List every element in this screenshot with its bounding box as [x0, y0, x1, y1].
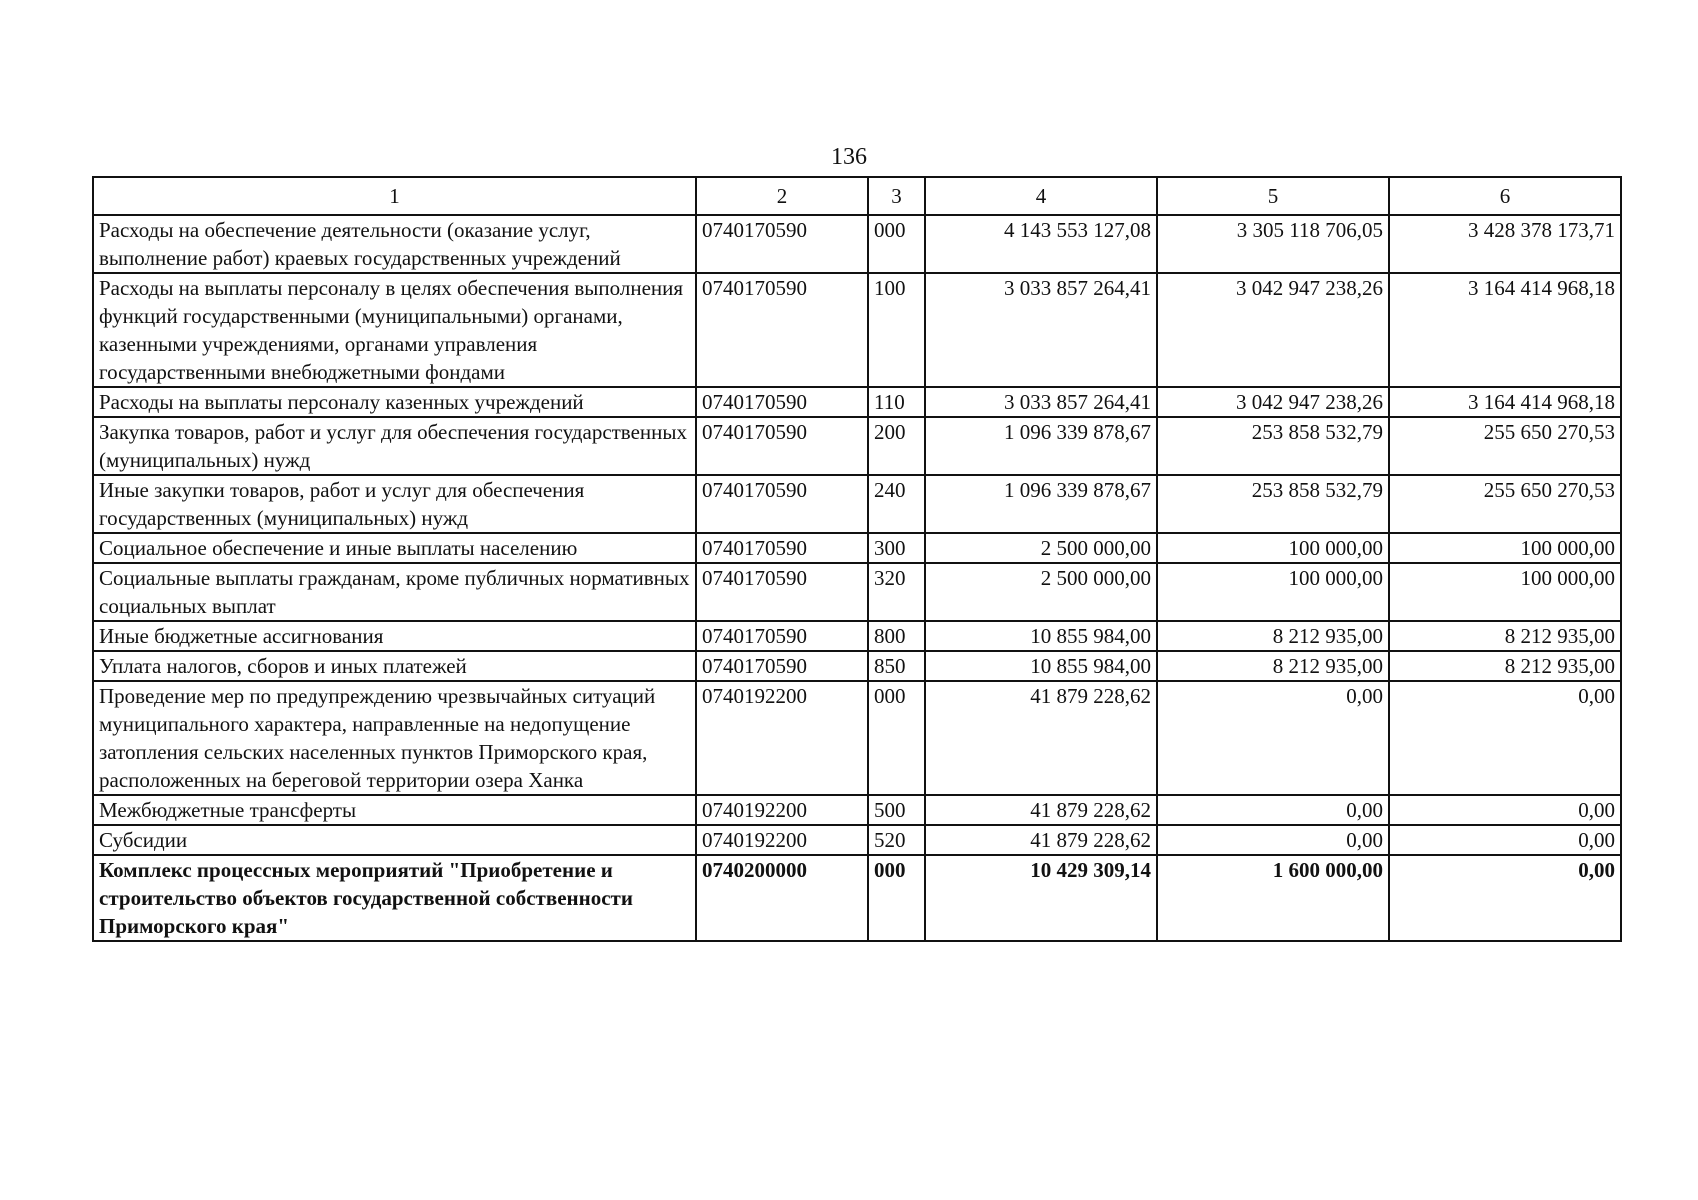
table-row — [93, 825, 1621, 855]
row-amount-col5-cell: 3 042 947 238,26 — [1157, 273, 1389, 387]
row-name-cell: Субсидии — [93, 825, 696, 855]
row-expense-type-cell: 240 — [868, 475, 925, 533]
row-expense-type-cell: 800 — [868, 621, 925, 651]
table-row — [93, 475, 1621, 533]
row-amount-col4-cell: 41 879 228,62 — [925, 825, 1157, 855]
row-amount-col4-cell: 1 096 339 878,67 — [925, 475, 1157, 533]
table-row — [93, 215, 1621, 273]
row-amount-col5-cell: 3 042 947 238,26 — [1157, 387, 1389, 417]
row-amount-col4-cell: 10 855 984,00 — [925, 651, 1157, 681]
row-name-cell: Социальное обеспечение и иные выплаты населению — [93, 533, 696, 563]
table-row — [93, 681, 1621, 795]
row-expense-type-cell: 500 — [868, 795, 925, 825]
row-amount-col4-cell: 3 033 857 264,41 — [925, 387, 1157, 417]
row-amount-col4-cell: 10 429 309,14 — [925, 855, 1157, 941]
row-expense-type-cell: 000 — [868, 855, 925, 941]
row-amount-col5-cell: 100 000,00 — [1157, 533, 1389, 563]
row-expense-type-cell: 000 — [868, 215, 925, 273]
table-row — [93, 387, 1621, 417]
row-expense-type-cell: 320 — [868, 563, 925, 621]
row-name-cell: Расходы на обеспечение деятельности (оказание услуг, выполнение работ) краевых государственных учреждений — [93, 215, 696, 273]
row-amount-col6-cell: 8 212 935,00 — [1389, 651, 1621, 681]
row-name-cell: Проведение мер по предупреждению чрезвычайных ситуаций муниципального характера, направленные на недопущение затопления сельских населенных пунктов Приморского края, расположенных на береговой территории озера Ханка — [93, 681, 696, 795]
row-amount-col6-cell: 3 428 378 173,71 — [1389, 215, 1621, 273]
row-amount-col6-cell: 0,00 — [1389, 681, 1621, 795]
row-name-cell: Закупка товаров, работ и услуг для обеспечения государственных (муниципальных) нужд — [93, 417, 696, 475]
budget-table — [92, 176, 1622, 942]
row-name-cell: Межбюджетные трансферты — [93, 795, 696, 825]
row-code-cell: 0740192200 — [696, 681, 868, 795]
row-name-cell: Иные бюджетные ассигнования — [93, 621, 696, 651]
row-name-cell: Социальные выплаты гражданам, кроме публичных нормативных социальных выплат — [93, 563, 696, 621]
row-code-cell: 0740192200 — [696, 795, 868, 825]
page-number: 136 — [831, 144, 867, 170]
column-header: 1 — [93, 177, 696, 215]
column-header: 2 — [696, 177, 868, 215]
row-amount-col4-cell: 10 855 984,00 — [925, 621, 1157, 651]
table-row — [93, 795, 1621, 825]
row-code-cell: 0740170590 — [696, 475, 868, 533]
row-name-cell: Расходы на выплаты персоналу в целях обеспечения выполнения функций государственными (муниципальными) органами, казенными учреждениями, органами управления государственными внебюджетными фондами — [93, 273, 696, 387]
row-amount-col6-cell: 100 000,00 — [1389, 533, 1621, 563]
row-code-cell: 0740170590 — [696, 215, 868, 273]
table-row — [93, 855, 1621, 941]
row-amount-col6-cell: 255 650 270,53 — [1389, 475, 1621, 533]
row-expense-type-cell: 200 — [868, 417, 925, 475]
row-amount-col4-cell: 41 879 228,62 — [925, 681, 1157, 795]
row-code-cell: 0740170590 — [696, 533, 868, 563]
row-expense-type-cell: 100 — [868, 273, 925, 387]
row-amount-col5-cell: 3 305 118 706,05 — [1157, 215, 1389, 273]
row-amount-col5-cell: 1 600 000,00 — [1157, 855, 1389, 941]
row-amount-col4-cell: 2 500 000,00 — [925, 563, 1157, 621]
row-expense-type-cell: 850 — [868, 651, 925, 681]
row-code-cell: 0740200000 — [696, 855, 868, 941]
row-amount-col4-cell: 1 096 339 878,67 — [925, 417, 1157, 475]
row-amount-col6-cell: 0,00 — [1389, 825, 1621, 855]
row-code-cell: 0740170590 — [696, 651, 868, 681]
row-amount-col6-cell: 255 650 270,53 — [1389, 417, 1621, 475]
column-header: 3 — [868, 177, 925, 215]
row-code-cell: 0740170590 — [696, 563, 868, 621]
row-code-cell: 0740170590 — [696, 621, 868, 651]
row-amount-col4-cell: 4 143 553 127,08 — [925, 215, 1157, 273]
row-amount-col6-cell: 0,00 — [1389, 855, 1621, 941]
table-row — [93, 417, 1621, 475]
table-row — [93, 621, 1621, 651]
row-expense-type-cell: 000 — [868, 681, 925, 795]
row-amount-col6-cell: 3 164 414 968,18 — [1389, 273, 1621, 387]
row-amount-col5-cell: 8 212 935,00 — [1157, 621, 1389, 651]
row-amount-col5-cell: 253 858 532,79 — [1157, 475, 1389, 533]
row-name-cell: Расходы на выплаты персоналу казенных учреждений — [93, 387, 696, 417]
row-amount-col6-cell: 3 164 414 968,18 — [1389, 387, 1621, 417]
row-amount-col4-cell: 41 879 228,62 — [925, 795, 1157, 825]
table-row — [93, 563, 1621, 621]
row-amount-col6-cell: 0,00 — [1389, 795, 1621, 825]
column-header: 5 — [1157, 177, 1389, 215]
table-row — [93, 651, 1621, 681]
row-amount-col5-cell: 0,00 — [1157, 795, 1389, 825]
row-amount-col4-cell: 2 500 000,00 — [925, 533, 1157, 563]
row-expense-type-cell: 520 — [868, 825, 925, 855]
row-amount-col5-cell: 100 000,00 — [1157, 563, 1389, 621]
column-header: 6 — [1389, 177, 1621, 215]
row-name-cell: Комплекс процессных мероприятий "Приобретение и строительство объектов государственной собственности Приморского края" — [93, 855, 696, 941]
row-code-cell: 0740170590 — [696, 273, 868, 387]
row-amount-col6-cell: 8 212 935,00 — [1389, 621, 1621, 651]
row-name-cell: Иные закупки товаров, работ и услуг для обеспечения государственных (муниципальных) нужд — [93, 475, 696, 533]
row-expense-type-cell: 300 — [868, 533, 925, 563]
row-name-cell: Уплата налогов, сборов и иных платежей — [93, 651, 696, 681]
table-header-row — [93, 177, 1621, 215]
row-amount-col6-cell: 100 000,00 — [1389, 563, 1621, 621]
row-amount-col4-cell: 3 033 857 264,41 — [925, 273, 1157, 387]
table-row — [93, 533, 1621, 563]
row-expense-type-cell: 110 — [868, 387, 925, 417]
row-amount-col5-cell: 0,00 — [1157, 681, 1389, 795]
row-amount-col5-cell: 253 858 532,79 — [1157, 417, 1389, 475]
row-amount-col5-cell: 8 212 935,00 — [1157, 651, 1389, 681]
row-code-cell: 0740170590 — [696, 417, 868, 475]
row-code-cell: 0740192200 — [696, 825, 868, 855]
row-amount-col5-cell: 0,00 — [1157, 825, 1389, 855]
column-header: 4 — [925, 177, 1157, 215]
table-row — [93, 273, 1621, 387]
row-code-cell: 0740170590 — [696, 387, 868, 417]
